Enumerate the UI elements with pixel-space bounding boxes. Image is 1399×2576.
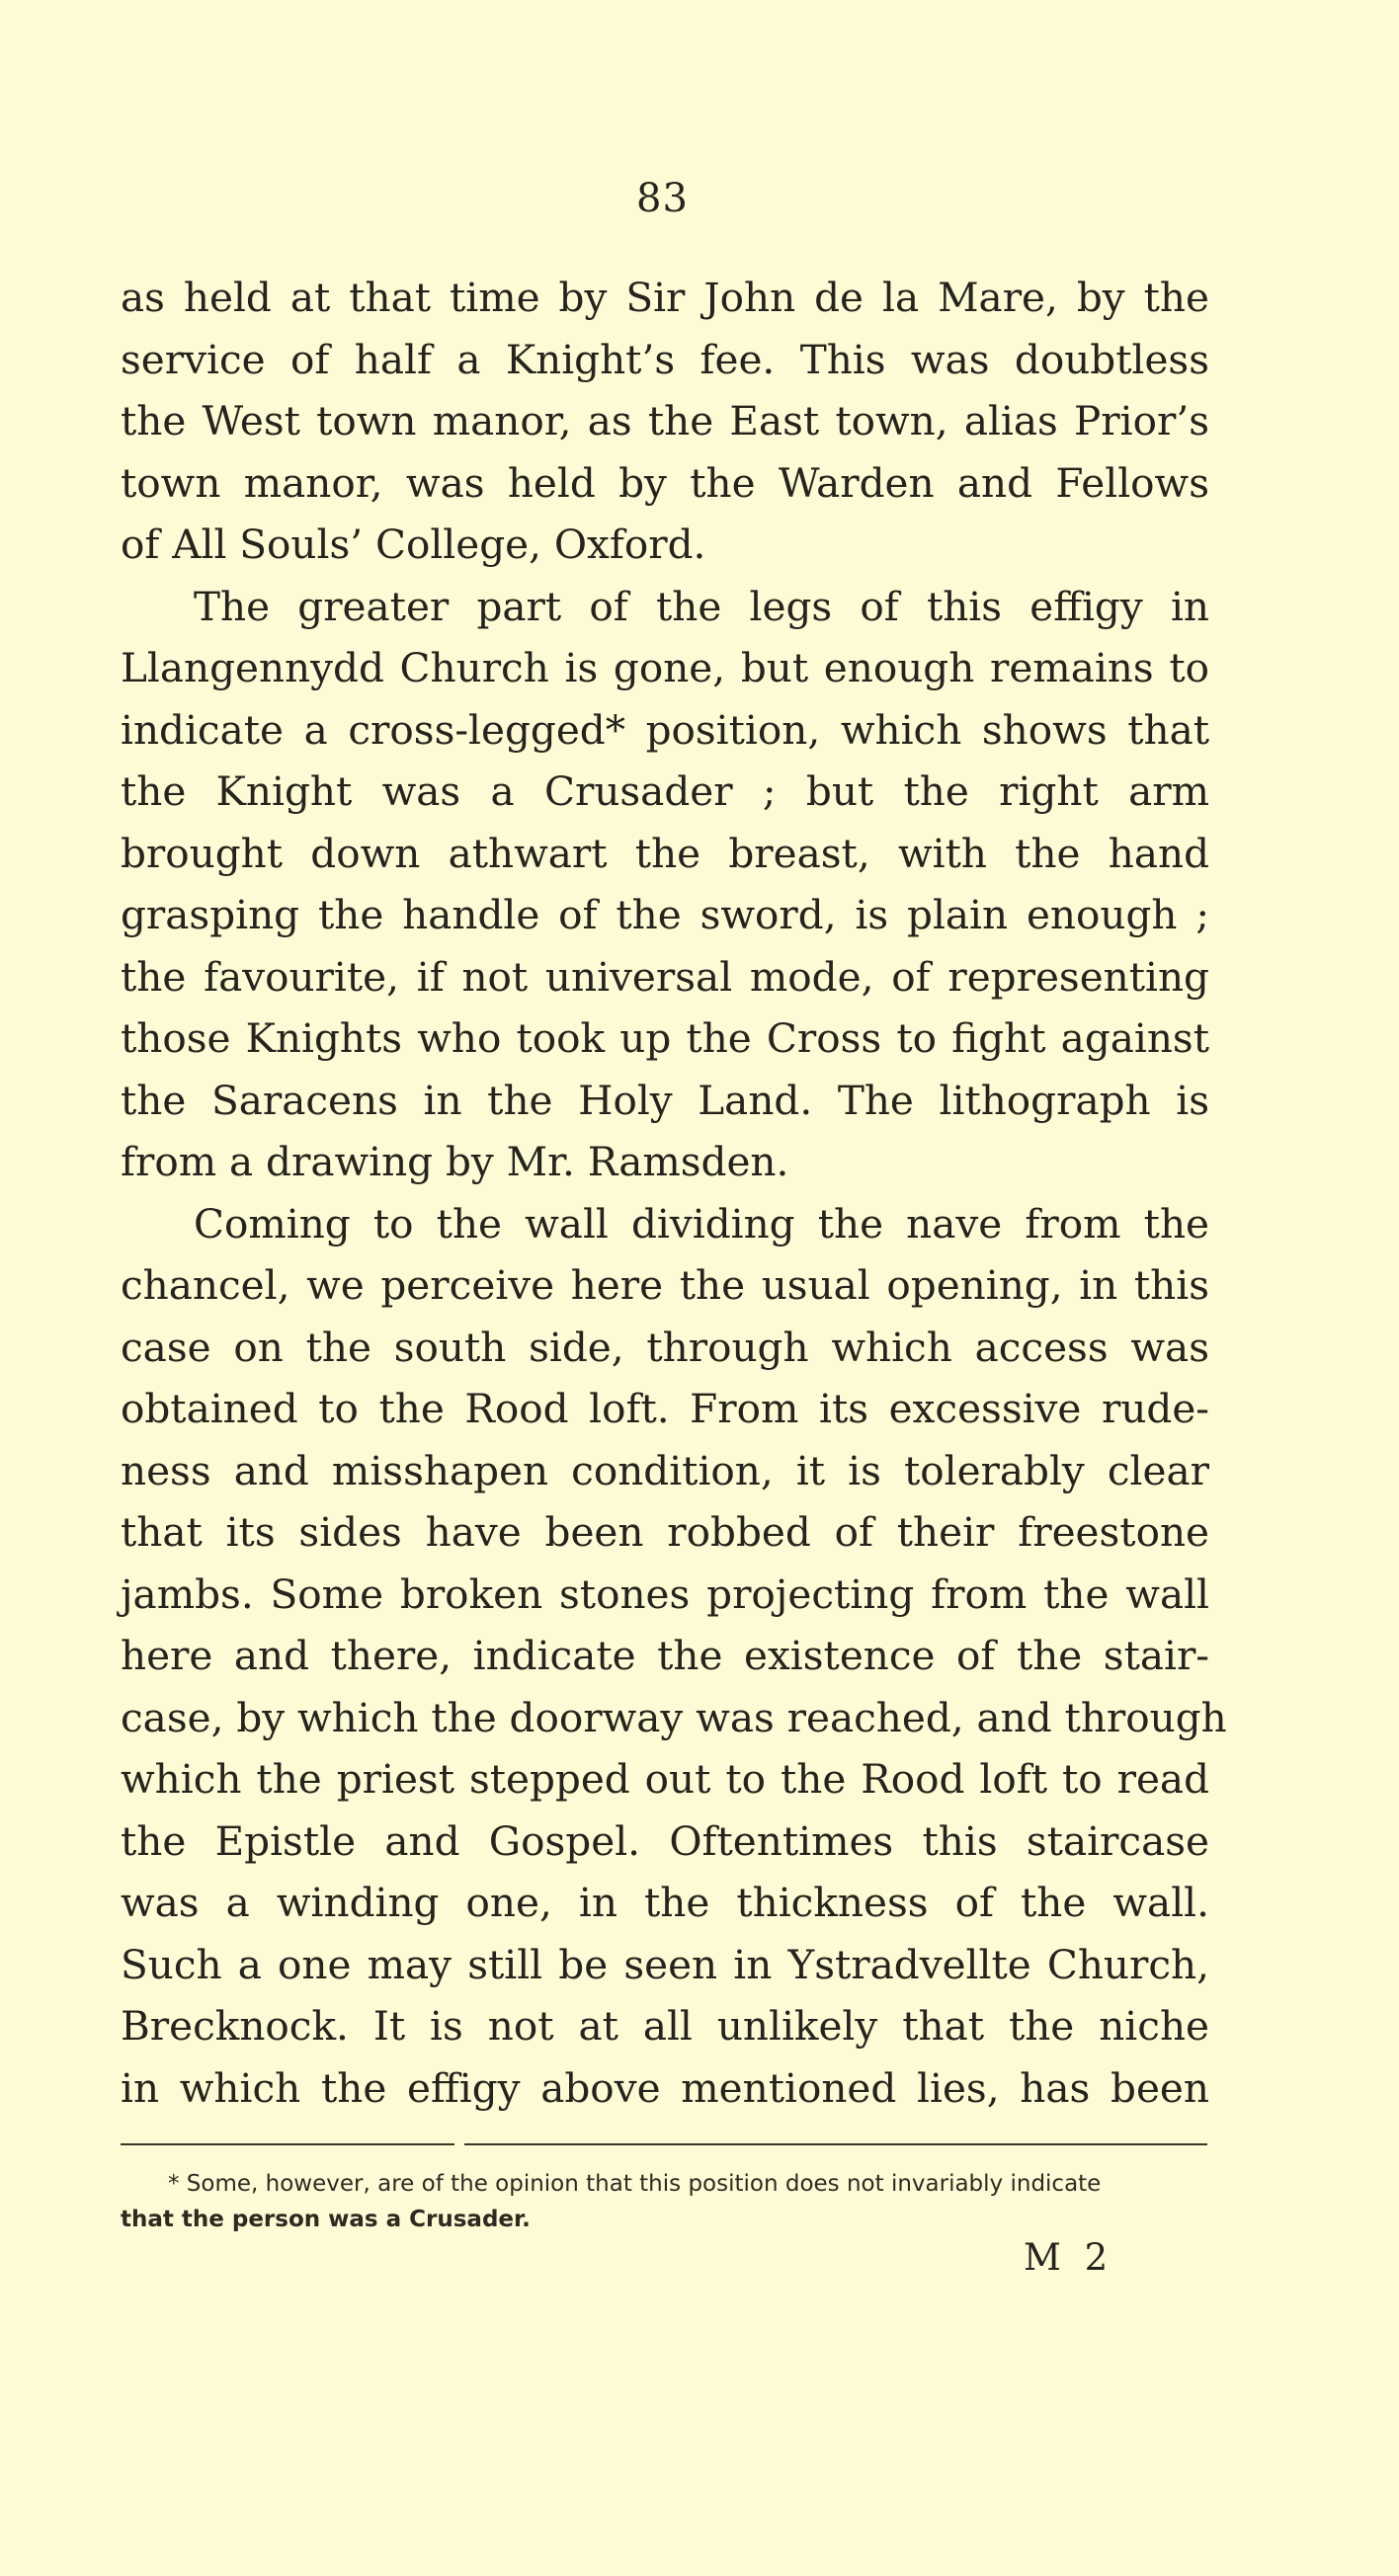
text-line: Llangennydd Church is gone, but enough remains to <box>121 644 1209 691</box>
footnote-rule-right <box>464 2143 1207 2145</box>
text-line: grasping the handle of the sword, is plain enough ; <box>121 891 1209 938</box>
footnote-rule-left <box>121 2143 454 2145</box>
footnote <box>121 2166 1215 2237</box>
text-line: of All Souls’ College, Oxford. <box>121 521 706 568</box>
text-line: the Epistle and Gospel. Oftentimes this staircase <box>121 1816 1209 1865</box>
text-line: case on the south side, through which access was <box>121 1323 1209 1371</box>
text-line: brought down athwart the breast, with the hand <box>121 829 1209 877</box>
text-line: service of half a Knight’s fee. This was doubtless <box>121 335 1209 383</box>
text-line: Coming to the wall dividing the nave from the <box>194 1199 1209 1248</box>
text-line: the West town manor, as the East town, alias Prior’s <box>121 397 1209 444</box>
text-line: case, by which the doorway was reached, and through <box>121 1693 1227 1741</box>
text-line: ness and misshapen condition, it is tolerably clear <box>121 1446 1209 1494</box>
text-line: that its sides have been robbed of their freestone <box>121 1508 1209 1556</box>
text-line: chancel, we perceive here the usual opening, in this <box>121 1261 1209 1309</box>
signature-mark: M 2 <box>1024 2236 1114 2279</box>
text-line: as held at that time by Sir John de la Mare, by the <box>121 274 1209 321</box>
text-line: here and there, indicate the existence of the stair- <box>121 1632 1209 1679</box>
page-number: 83 <box>636 176 689 221</box>
text-line: in which the effigy above mentioned lies, has been <box>121 2063 1209 2112</box>
footnote-line: * Some, however, are of the opinion that this position does not invariably indicate <box>168 2171 1102 2197</box>
text-line: obtained to the Rood loft. From its excessive rude- <box>121 1385 1209 1432</box>
text-line: The greater part of the legs of this effigy in <box>194 582 1209 630</box>
text-line: Brecknock. It is not at all unlikely that the niche <box>121 2002 1209 2050</box>
text-line: the Knight was a Crusader ; but the right arm <box>121 767 1209 815</box>
text-line: the favourite, if not universal mode, of representing <box>121 952 1209 1001</box>
text-line: which the priest stepped out to the Rood loft to read <box>121 1755 1209 1803</box>
text-line: from a drawing by Mr. Ramsden. <box>121 1138 789 1185</box>
body-text <box>121 267 1227 2119</box>
footnote-line: that the person was a Crusader. <box>121 2207 531 2232</box>
text-line: indicate a cross-legged* position, which shows that <box>121 705 1209 754</box>
text-line: the Saracens in the Holy Land. The lithograph is <box>121 1076 1209 1124</box>
text-line: was a winding one, in the thickness of the wall. <box>121 1879 1209 1926</box>
text-line: those Knights who took up the Cross to fight against <box>121 1014 1209 1062</box>
text-line: jambs. Some broken stones projecting from the wall <box>121 1570 1209 1618</box>
text-line: town manor, was held by the Warden and Fellows <box>121 458 1209 507</box>
text-line: Such a one may still be seen in Ystradvellte Church, <box>121 1940 1209 1988</box>
